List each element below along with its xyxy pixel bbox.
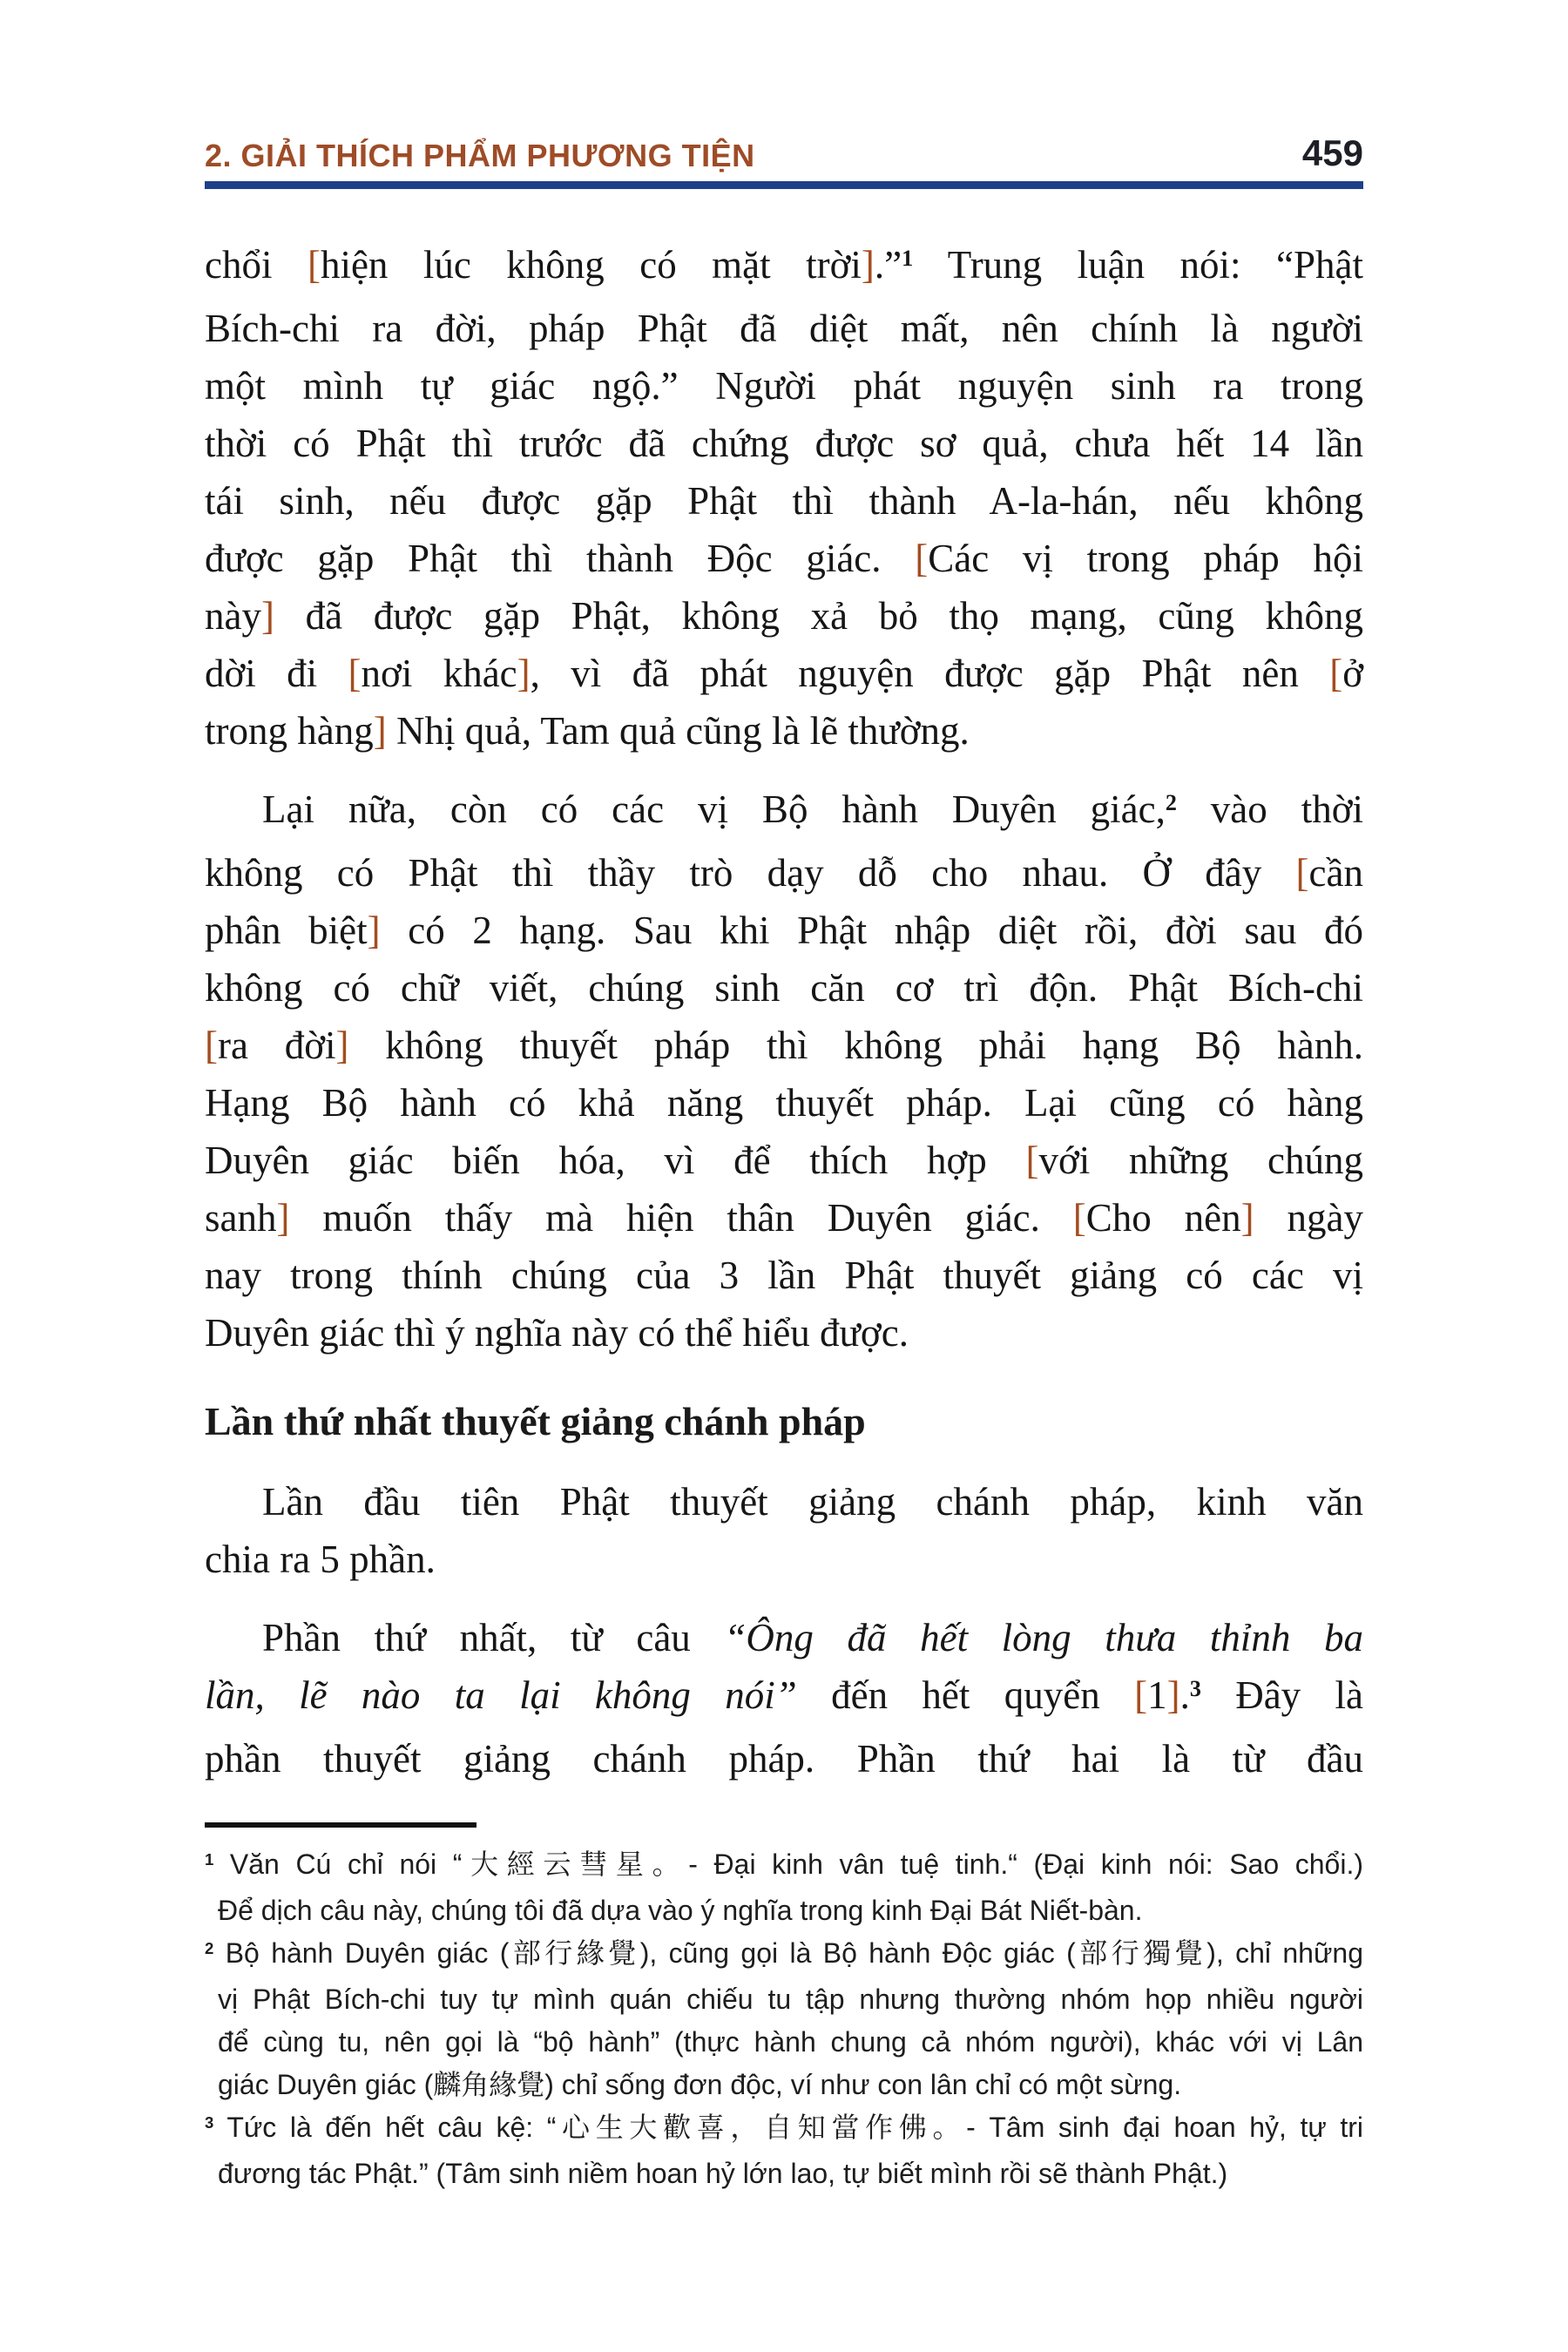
text-segment: Lại nữa, còn có các vị Bộ hành Duyên giác, [262, 787, 1166, 831]
footnote [205, 1932, 1363, 2106]
footnote-ref: 2 [1165, 790, 1177, 816]
text-segment: không có Phật thì thầy trò dạy dỗ cho nhau. Ở đây [205, 851, 1296, 895]
text-line [205, 1304, 1363, 1362]
text-segment: nơi khác [361, 652, 517, 695]
text-line [205, 844, 1363, 902]
text-segment: lần, lẽ nào ta lại không nói” [205, 1673, 797, 1717]
text-segment: Duyên giác biến hóa, vì để thích hợp [205, 1139, 1026, 1182]
editorial-bracket: [ [1025, 1139, 1039, 1182]
text-segment: được gặp Phật thì thành Độc giác. [205, 537, 916, 580]
text-segment: ở [1342, 652, 1363, 695]
text-line [205, 587, 1363, 645]
text-segment: đến hết quyển [796, 1673, 1135, 1717]
text-segment: Duyên giác thì ý nghĩa này có thể hiểu được. [205, 1311, 909, 1355]
footnote-ref: 1 [205, 1850, 214, 1869]
text-line [205, 1531, 1363, 1588]
editorial-bracket: [ [915, 537, 929, 580]
editorial-bracket: ] [367, 909, 381, 952]
text-segment: .” [874, 243, 902, 287]
text-segment: Nhị quả, Tam quả cũng là lẽ thường. [386, 709, 970, 753]
footnote-ref: 1 [902, 246, 914, 272]
text-line [205, 1189, 1363, 1247]
text-segment: một mình tự giác ngộ.” Người phát nguyện sinh ra trong [205, 364, 1363, 408]
editorial-bracket: ] [276, 1196, 290, 1240]
text-segment: trong hàng [205, 709, 374, 753]
text-line [205, 1247, 1363, 1304]
text-line [205, 472, 1363, 530]
text-line [205, 1666, 1363, 1730]
editorial-bracket: [ [1329, 652, 1343, 695]
text-segment: “Ông đã hết lòng thưa thỉnh ba [724, 1616, 1363, 1659]
editorial-bracket: [ [307, 243, 321, 287]
text-segment: Hạng Bộ hành có khả năng thuyết pháp. Lại cũng có hàng [205, 1081, 1363, 1125]
text-segment: Các vị trong pháp hội [928, 537, 1363, 580]
footnotes [205, 1843, 1363, 2195]
footnote-ref: 2 [205, 1939, 214, 1958]
text-line [205, 902, 1363, 959]
text-segment: ngày [1254, 1196, 1363, 1240]
text-segment: . [1179, 1673, 1190, 1717]
text-line [205, 236, 1363, 300]
footnote-line [205, 1932, 1363, 1978]
editorial-bracket: [ [1295, 851, 1309, 895]
text-segment: vào thời [1176, 787, 1363, 831]
page-number: 459 [1301, 132, 1363, 173]
paragraph [205, 781, 1363, 1362]
text-segment: với những chúng [1038, 1139, 1363, 1182]
text-segment: này [205, 594, 261, 638]
footnote-line [205, 2106, 1363, 2153]
text-segment: Bộ hành Duyên giác (部行緣覺), cũng gọi là Bộ hành Độc giác (部行獨覺), chỉ những [213, 1937, 1363, 1969]
editorial-bracket: [ [205, 1024, 218, 1067]
text-line [205, 702, 1363, 760]
text-segment: đương tác Phật.” (Tâm sinh niềm hoan hỷ lớn lao, tự biết mình rồi sẽ thành Phật.) [218, 2158, 1228, 2189]
text-segment: không thuyết pháp thì không phải hạng Bộ hành. [348, 1024, 1363, 1067]
text-segment: cần [1308, 851, 1363, 895]
text-segment: 1 [1147, 1673, 1167, 1717]
footnote-line [205, 1843, 1363, 1889]
text-line [205, 1473, 1363, 1531]
text-segment: giác Duyên giác (麟角緣覺) chỉ sống đơn độc, ví như con lân chỉ có một sừng. [218, 2069, 1182, 2100]
footnote-separator [205, 1822, 476, 1828]
text-segment: , vì đã phát nguyện được gặp Phật nên [530, 652, 1330, 695]
editorial-bracket: ] [517, 652, 531, 695]
text-segment: thời có Phật thì trước đã chứng được sơ quả, chưa hết 14 lần [205, 422, 1363, 465]
footnote-line [205, 1978, 1363, 2021]
footnote [205, 1843, 1363, 1932]
text-segment: Đây là [1200, 1673, 1363, 1717]
text-segment: để cùng tu, nên gọi là “bộ hành” (thực hành chung cả nhóm người), khác với vị Lân [218, 2026, 1363, 2058]
footnote-line [205, 2064, 1363, 2106]
paragraph [205, 236, 1363, 760]
text-segment: Trung luận nói: “Phật [913, 243, 1363, 287]
text-segment: muốn thấy mà hiện thân Duyên giác. [289, 1196, 1073, 1240]
text-segment: Lần đầu tiên Phật thuyết giảng chánh pháp, kinh văn [262, 1480, 1363, 1524]
text-segment: có 2 hạng. Sau khi Phật nhập diệt rồi, đời sau đó [380, 909, 1363, 952]
footnote-line [205, 1889, 1363, 1932]
text-segment: Phần thứ nhất, từ câu [262, 1616, 725, 1659]
text-line [205, 530, 1363, 587]
section-heading: Lần thứ nhất thuyết giảng chánh pháp [205, 1399, 866, 1443]
text-segment: Cho nên [1085, 1196, 1241, 1240]
text-line [205, 1730, 1363, 1788]
editorial-bracket: ] [260, 594, 274, 638]
editorial-bracket: ] [1166, 1673, 1180, 1717]
editorial-bracket: ] [1240, 1196, 1254, 1240]
text-line [205, 645, 1363, 702]
text-segment: hiện lúc không có mặt trời [320, 243, 862, 287]
text-segment: chia ra 5 phần. [205, 1538, 436, 1581]
text-segment: nay trong thính chúng của 3 lần Phật thuyết giảng có các vị [205, 1254, 1363, 1297]
text-line [205, 1017, 1363, 1074]
text-line [205, 1609, 1363, 1666]
paragraph [205, 1609, 1363, 1788]
text-line [205, 415, 1363, 472]
text-segment: không có chữ viết, chúng sinh căn cơ trì độn. Phật Bích-chi [205, 966, 1363, 1010]
footnote-ref: 3 [205, 2113, 214, 2132]
text-line [205, 300, 1363, 357]
text-line [205, 1074, 1363, 1132]
chapter-title: 2. GIẢI THÍCH PHẨM PHƯƠNG TIỆN [205, 138, 755, 173]
text-segment: tái sinh, nếu được gặp Phật thì thành A-la-hán, nếu không [205, 479, 1363, 523]
text-segment: Để dịch câu này, chúng tôi đã dựa vào ý nghĩa trong kinh Đại Bát Niết-bàn. [218, 1895, 1143, 1926]
paragraph [205, 1473, 1363, 1588]
editorial-bracket: ] [335, 1024, 349, 1067]
text-segment: ra đời [218, 1024, 336, 1067]
footnote-line [205, 2153, 1363, 2195]
text-segment: chổi [205, 243, 308, 287]
page-content [205, 127, 1363, 2195]
header-rule [205, 181, 1363, 189]
footnote [205, 2106, 1363, 2195]
editorial-bracket: ] [861, 243, 875, 287]
text-segment: vị Phật Bích-chi tuy tự mình quán chiếu tu tập nhưng thường nhóm họp nhiều người [218, 1984, 1363, 2015]
editorial-bracket: ] [373, 709, 387, 753]
footnote-ref: 3 [1189, 1676, 1201, 1702]
text-line [205, 357, 1363, 415]
text-segment: Văn Cú chỉ nói “大經云彗星。- Đại kinh vân tuệ tinh.“ (Đại kinh nói: Sao chổi.) [213, 1848, 1363, 1880]
editorial-bracket: [ [348, 652, 362, 695]
text-segment: dời đi [205, 652, 348, 695]
text-line [205, 959, 1363, 1017]
body-text [205, 236, 1363, 1788]
footnote-line [205, 2021, 1363, 2064]
text-line [205, 781, 1363, 844]
running-header [205, 127, 1363, 174]
text-segment: phần thuyết giảng chánh pháp. Phần thứ hai là từ đầu [205, 1737, 1363, 1781]
text-line [205, 1132, 1363, 1189]
editorial-bracket: [ [1072, 1196, 1086, 1240]
text-segment: phân biệt [205, 909, 368, 952]
text-segment: Tức là đến hết câu kệ: “心生大歡喜，自知當作佛。- Tâm sinh đại hoan hỷ, tự tri [213, 2112, 1363, 2143]
text-segment: Bích-chi ra đời, pháp Phật đã diệt mất, nên chính là người [205, 307, 1363, 350]
editorial-bracket: [ [1134, 1673, 1148, 1717]
text-segment: sanh [205, 1196, 277, 1240]
text-segment: đã được gặp Phật, không xả bỏ thọ mạng, cũng không [274, 594, 1363, 638]
